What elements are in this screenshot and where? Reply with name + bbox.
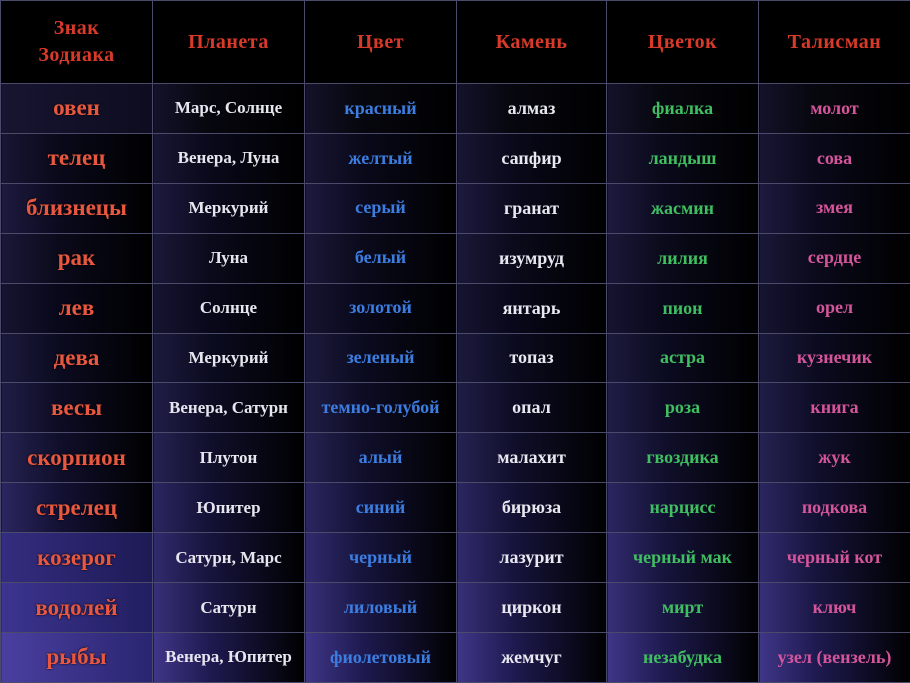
table-row	[1, 84, 910, 134]
cell-color: лиловый	[305, 583, 457, 633]
table-row	[1, 383, 910, 433]
cell-sign: овен	[1, 84, 153, 134]
cell-color: белый	[305, 233, 457, 283]
cell-stone: изумруд	[457, 233, 607, 283]
cell-stone: топаз	[457, 333, 607, 383]
table-row	[1, 233, 910, 283]
table-row	[1, 483, 910, 533]
cell-color: золотой	[305, 283, 457, 333]
cell-color: черный	[305, 533, 457, 583]
cell-flower: гвоздика	[607, 433, 759, 483]
cell-sign: дева	[1, 333, 153, 383]
column-header-sign-line1: Знак	[53, 17, 100, 39]
table-body	[1, 84, 910, 683]
cell-planet: Луна	[153, 233, 305, 283]
cell-planet: Сатурн, Марс	[153, 533, 305, 583]
cell-flower: фиалка	[607, 84, 759, 134]
cell-color: темно-голубой	[305, 383, 457, 433]
cell-sign: стрелец	[1, 483, 153, 533]
cell-talisman: черный кот	[759, 533, 910, 583]
column-header-color-line1: Цвет	[356, 30, 405, 53]
column-header-flower	[607, 1, 759, 84]
cell-talisman: книга	[759, 383, 910, 433]
column-header-talisman-line1: Талисман	[787, 30, 882, 53]
table-header	[1, 1, 910, 84]
cell-talisman: сердце	[759, 233, 910, 283]
column-header-color	[305, 1, 457, 84]
cell-flower: ландыш	[607, 133, 759, 183]
cell-flower: незабудка	[607, 632, 759, 682]
cell-flower: нарцисс	[607, 483, 759, 533]
table-row	[1, 583, 910, 633]
cell-flower: астра	[607, 333, 759, 383]
table-row	[1, 333, 910, 383]
cell-stone: опал	[457, 383, 607, 433]
column-header-stone-line1: Камень	[495, 30, 568, 53]
table-row	[1, 533, 910, 583]
cell-stone: янтарь	[457, 283, 607, 333]
cell-talisman: змея	[759, 183, 910, 233]
cell-planet: Венера, Сатурн	[153, 383, 305, 433]
cell-talisman: сова	[759, 133, 910, 183]
column-header-stone	[457, 1, 607, 84]
cell-stone: гранат	[457, 183, 607, 233]
cell-stone: сапфир	[457, 133, 607, 183]
table-row	[1, 183, 910, 233]
cell-planet: Марс, Солнце	[153, 84, 305, 134]
table-row	[1, 133, 910, 183]
cell-sign: скорпион	[1, 433, 153, 483]
table-row	[1, 283, 910, 333]
cell-color: серый	[305, 183, 457, 233]
cell-color: желтый	[305, 133, 457, 183]
cell-sign: лев	[1, 283, 153, 333]
cell-stone: жемчуг	[457, 632, 607, 682]
cell-planet: Сатурн	[153, 583, 305, 633]
cell-sign: близнецы	[1, 183, 153, 233]
cell-planet: Солнце	[153, 283, 305, 333]
cell-stone: алмаз	[457, 84, 607, 134]
cell-talisman: узел (вензель)	[759, 632, 910, 682]
cell-talisman: молот	[759, 84, 910, 134]
cell-flower: роза	[607, 383, 759, 433]
header-row	[1, 1, 910, 84]
cell-flower: жасмин	[607, 183, 759, 233]
cell-sign: рак	[1, 233, 153, 283]
cell-talisman: орел	[759, 283, 910, 333]
cell-planet: Меркурий	[153, 333, 305, 383]
table-row	[1, 632, 910, 682]
cell-stone: бирюза	[457, 483, 607, 533]
cell-talisman: ключ	[759, 583, 910, 633]
cell-planet: Меркурий	[153, 183, 305, 233]
cell-color: красный	[305, 84, 457, 134]
cell-planet: Венера, Луна	[153, 133, 305, 183]
cell-stone: малахит	[457, 433, 607, 483]
cell-color: фиолетовый	[305, 632, 457, 682]
cell-color: алый	[305, 433, 457, 483]
column-header-sign	[1, 1, 153, 84]
column-header-planet-line1: Планета	[188, 30, 269, 53]
column-header-flower-line1: Цветок	[647, 30, 718, 53]
column-header-sign-line2: Зодиака	[38, 44, 115, 66]
cell-planet: Венера, Юпитер	[153, 632, 305, 682]
cell-talisman: жук	[759, 433, 910, 483]
column-header-talisman	[759, 1, 910, 84]
cell-planet: Юпитер	[153, 483, 305, 533]
cell-sign: водолей	[1, 583, 153, 633]
column-header-planet	[153, 1, 305, 84]
cell-planet: Плутон	[153, 433, 305, 483]
cell-talisman: кузнечик	[759, 333, 910, 383]
cell-talisman: подкова	[759, 483, 910, 533]
cell-flower: черный мак	[607, 533, 759, 583]
cell-color: зеленый	[305, 333, 457, 383]
cell-stone: лазурит	[457, 533, 607, 583]
cell-stone: циркон	[457, 583, 607, 633]
cell-color: синий	[305, 483, 457, 533]
cell-flower: пион	[607, 283, 759, 333]
cell-flower: лилия	[607, 233, 759, 283]
table-row	[1, 433, 910, 483]
cell-sign: телец	[1, 133, 153, 183]
cell-sign: козерог	[1, 533, 153, 583]
cell-sign: рыбы	[1, 632, 153, 682]
cell-sign: весы	[1, 383, 153, 433]
cell-flower: мирт	[607, 583, 759, 633]
